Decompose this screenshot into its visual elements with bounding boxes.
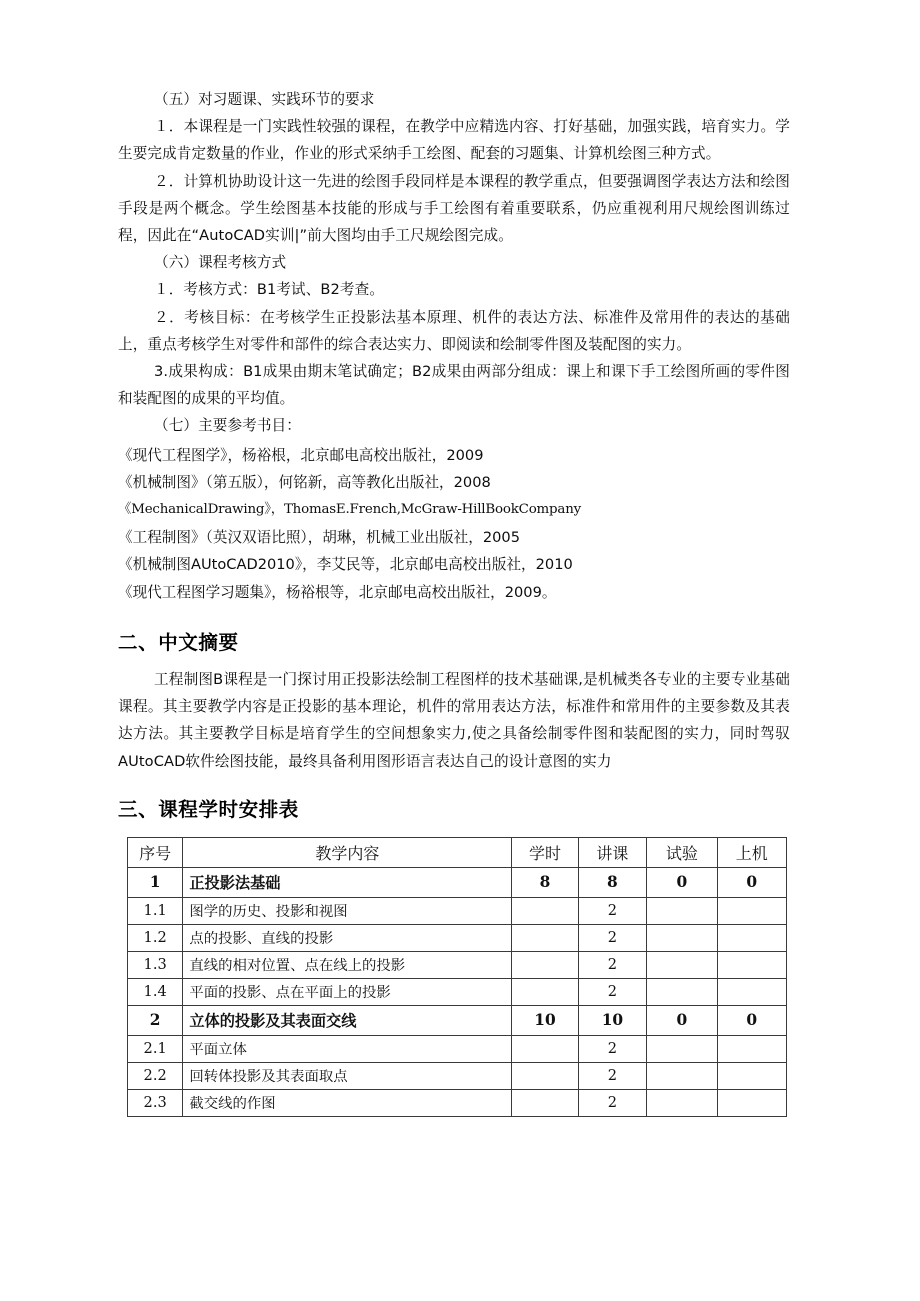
schedule-table-body (128, 837, 787, 1116)
cell-experiment (647, 978, 717, 1005)
table-row (128, 1005, 787, 1035)
cell-lecture: 2 (578, 951, 646, 978)
bibliography-item: 《MechanicalDrawing》，ThomasE.French,McGraw-HillBookCompany (118, 502, 582, 518)
cell-hours: 10 (512, 1005, 578, 1035)
table-row (128, 924, 787, 951)
table-row (128, 1062, 787, 1089)
table-row (128, 867, 787, 897)
column-header-computer: 上机 (717, 837, 786, 867)
table-row (128, 1089, 787, 1116)
cell-experiment: 0 (647, 867, 717, 897)
table-header-row (128, 837, 787, 867)
cell-computer (717, 1089, 786, 1116)
cell-topic: 回转体投影及其表面取点 (183, 1062, 512, 1089)
cell-computer (717, 1035, 786, 1062)
cell-computer: 0 (717, 1005, 786, 1035)
section-7-heading: （七）主要参考书目： (154, 417, 301, 435)
table-row (128, 1035, 787, 1062)
cell-lecture: 2 (578, 897, 646, 924)
cell-lecture: 10 (578, 1005, 646, 1035)
cell-topic: 平面的投影、点在平面上的投影 (183, 978, 512, 1005)
cell-topic: 立体的投影及其表面交线 (183, 1005, 512, 1035)
cell-seq: 2.2 (128, 1062, 183, 1089)
cell-topic: 截交线的作图 (183, 1089, 512, 1116)
column-header-lecture: 讲课 (578, 837, 646, 867)
column-header-topic: 教学内容 (183, 837, 512, 867)
cell-hours (512, 1089, 578, 1116)
cell-hours (512, 951, 578, 978)
cell-lecture: 2 (578, 924, 646, 951)
section-6-paragraph-2: ２．考核目标：在考核学生正投影法基本原理、机件的表达方法、标准件及常用件的表达的基础上，重点考核学生对零件和部件的综合表达实力、即阅读和绘制零件图及装配图的实力。 (118, 308, 790, 353)
page-content (118, 86, 790, 1117)
cell-experiment (647, 924, 717, 951)
bibliography-item: 《现代工程图学习题集》，杨裕根等，北京邮电高校出版社，2009。 (118, 583, 557, 601)
section-5-heading: （五）对习题课、实践环节的要求 (154, 91, 375, 108)
cell-seq: 1.2 (128, 924, 183, 951)
cell-experiment (647, 1035, 717, 1062)
bibliography-item: 《工程制图》（英汉双语比照），胡琳，机械工业出版社，2005 (118, 528, 520, 546)
cell-lecture: 2 (578, 1062, 646, 1089)
cell-hours (512, 1035, 578, 1062)
bibliography-item: 《机械制图》（第五版），何铭新，高等教化出版社，2008 (118, 474, 491, 492)
cell-experiment (647, 1089, 717, 1116)
table-row (128, 897, 787, 924)
schedule-heading: 三、课程学时安排表 (118, 797, 299, 821)
schedule-table-wrapper (127, 837, 790, 1117)
column-header-experiment: 试验 (647, 837, 717, 867)
chinese-abstract-heading: 二、中文摘要 (118, 631, 239, 655)
cell-topic: 平面立体 (183, 1035, 512, 1062)
cell-lecture: 2 (578, 1089, 646, 1116)
cell-experiment: 0 (647, 1005, 717, 1035)
cell-hours: 8 (512, 867, 578, 897)
section-5-paragraph-2: ２．计算机协助设计这一先进的绘图手段同样是本课程的教学重点，但要强调图学表达方法和绘图手段是两个概念。学生绘图基本技能的形成与手工绘图有着重要联系，仍应重视利用尺规绘图训练过程，因此在“AutoCAD实训|”前大图均由手工尺规绘图完成。 (118, 172, 790, 245)
section-5-paragraph-1: １．本课程是一门实践性较强的课程，在教学中应精选内容、打好基础，加强实践，培育实力。学生要完成肯定数量的作业，作业的形式采纳手工绘图、配套的习题集、计算机绘图三种方式。 (118, 118, 790, 163)
cell-seq: 2 (128, 1005, 183, 1035)
cell-experiment (647, 1062, 717, 1089)
cell-seq: 2.3 (128, 1089, 183, 1116)
cell-experiment (647, 951, 717, 978)
cell-hours (512, 978, 578, 1005)
cell-computer (717, 1062, 786, 1089)
cell-computer (717, 924, 786, 951)
cell-topic: 直线的相对位置、点在线上的投影 (183, 951, 512, 978)
chinese-abstract-body: 工程制图B课程是一门探讨用正投影法绘制工程图样的技术基础课,是机械类各专业的主要专业基础课程。其主要教学内容是正投影的基本理论，机件的常用表达方法，标准件和常用件的主要参数及其表达方法。其主要教学目标是培育学生的空间想象实力,使之具备绘制零件图和装配图的实力，同时驾驭AUtoCAD软件绘图技能，最终具备利用图形语言表达自己的设计意图的实力 (118, 671, 790, 770)
cell-seq: 1.1 (128, 897, 183, 924)
cell-seq: 2.1 (128, 1035, 183, 1062)
cell-experiment (647, 897, 717, 924)
cell-hours (512, 897, 578, 924)
cell-lecture: 2 (578, 978, 646, 1005)
table-row (128, 951, 787, 978)
table-row (128, 978, 787, 1005)
cell-seq: 1.3 (128, 951, 183, 978)
bibliography-item: 《现代工程图学》，杨裕根，北京邮电高校出版社，2009 (118, 446, 484, 464)
bibliography-list (118, 442, 790, 606)
cell-lecture: 8 (578, 867, 646, 897)
column-header-seq: 序号 (128, 837, 183, 867)
cell-computer (717, 951, 786, 978)
section-6-paragraph-1: １．考核方式：B1考试、B2考查。 (154, 281, 385, 299)
cell-hours (512, 1062, 578, 1089)
bibliography-item: 《机械制图AUtoCAD2010》，李艾民等，北京邮电高校出版社，2010 (118, 556, 573, 574)
course-schedule-table (127, 837, 787, 1117)
section-6-heading: （六）课程考核方式 (154, 254, 287, 272)
cell-topic: 正投影法基础 (183, 867, 512, 897)
section-6-paragraph-3: 3.成果构成：B1成果由期末笔试确定；B2成果由两部分组成：课上和课下手工绘图所画的零件图和装配图的成果的平均值。 (118, 363, 790, 408)
cell-seq: 1.4 (128, 978, 183, 1005)
cell-lecture: 2 (578, 1035, 646, 1062)
cell-topic: 点的投影、直线的投影 (183, 924, 512, 951)
column-header-hours: 学时 (512, 837, 578, 867)
cell-computer (717, 897, 786, 924)
cell-computer: 0 (717, 867, 786, 897)
cell-computer (717, 978, 786, 1005)
cell-seq: 1 (128, 867, 183, 897)
cell-topic: 图学的历史、投影和视图 (183, 897, 512, 924)
cell-hours (512, 924, 578, 951)
